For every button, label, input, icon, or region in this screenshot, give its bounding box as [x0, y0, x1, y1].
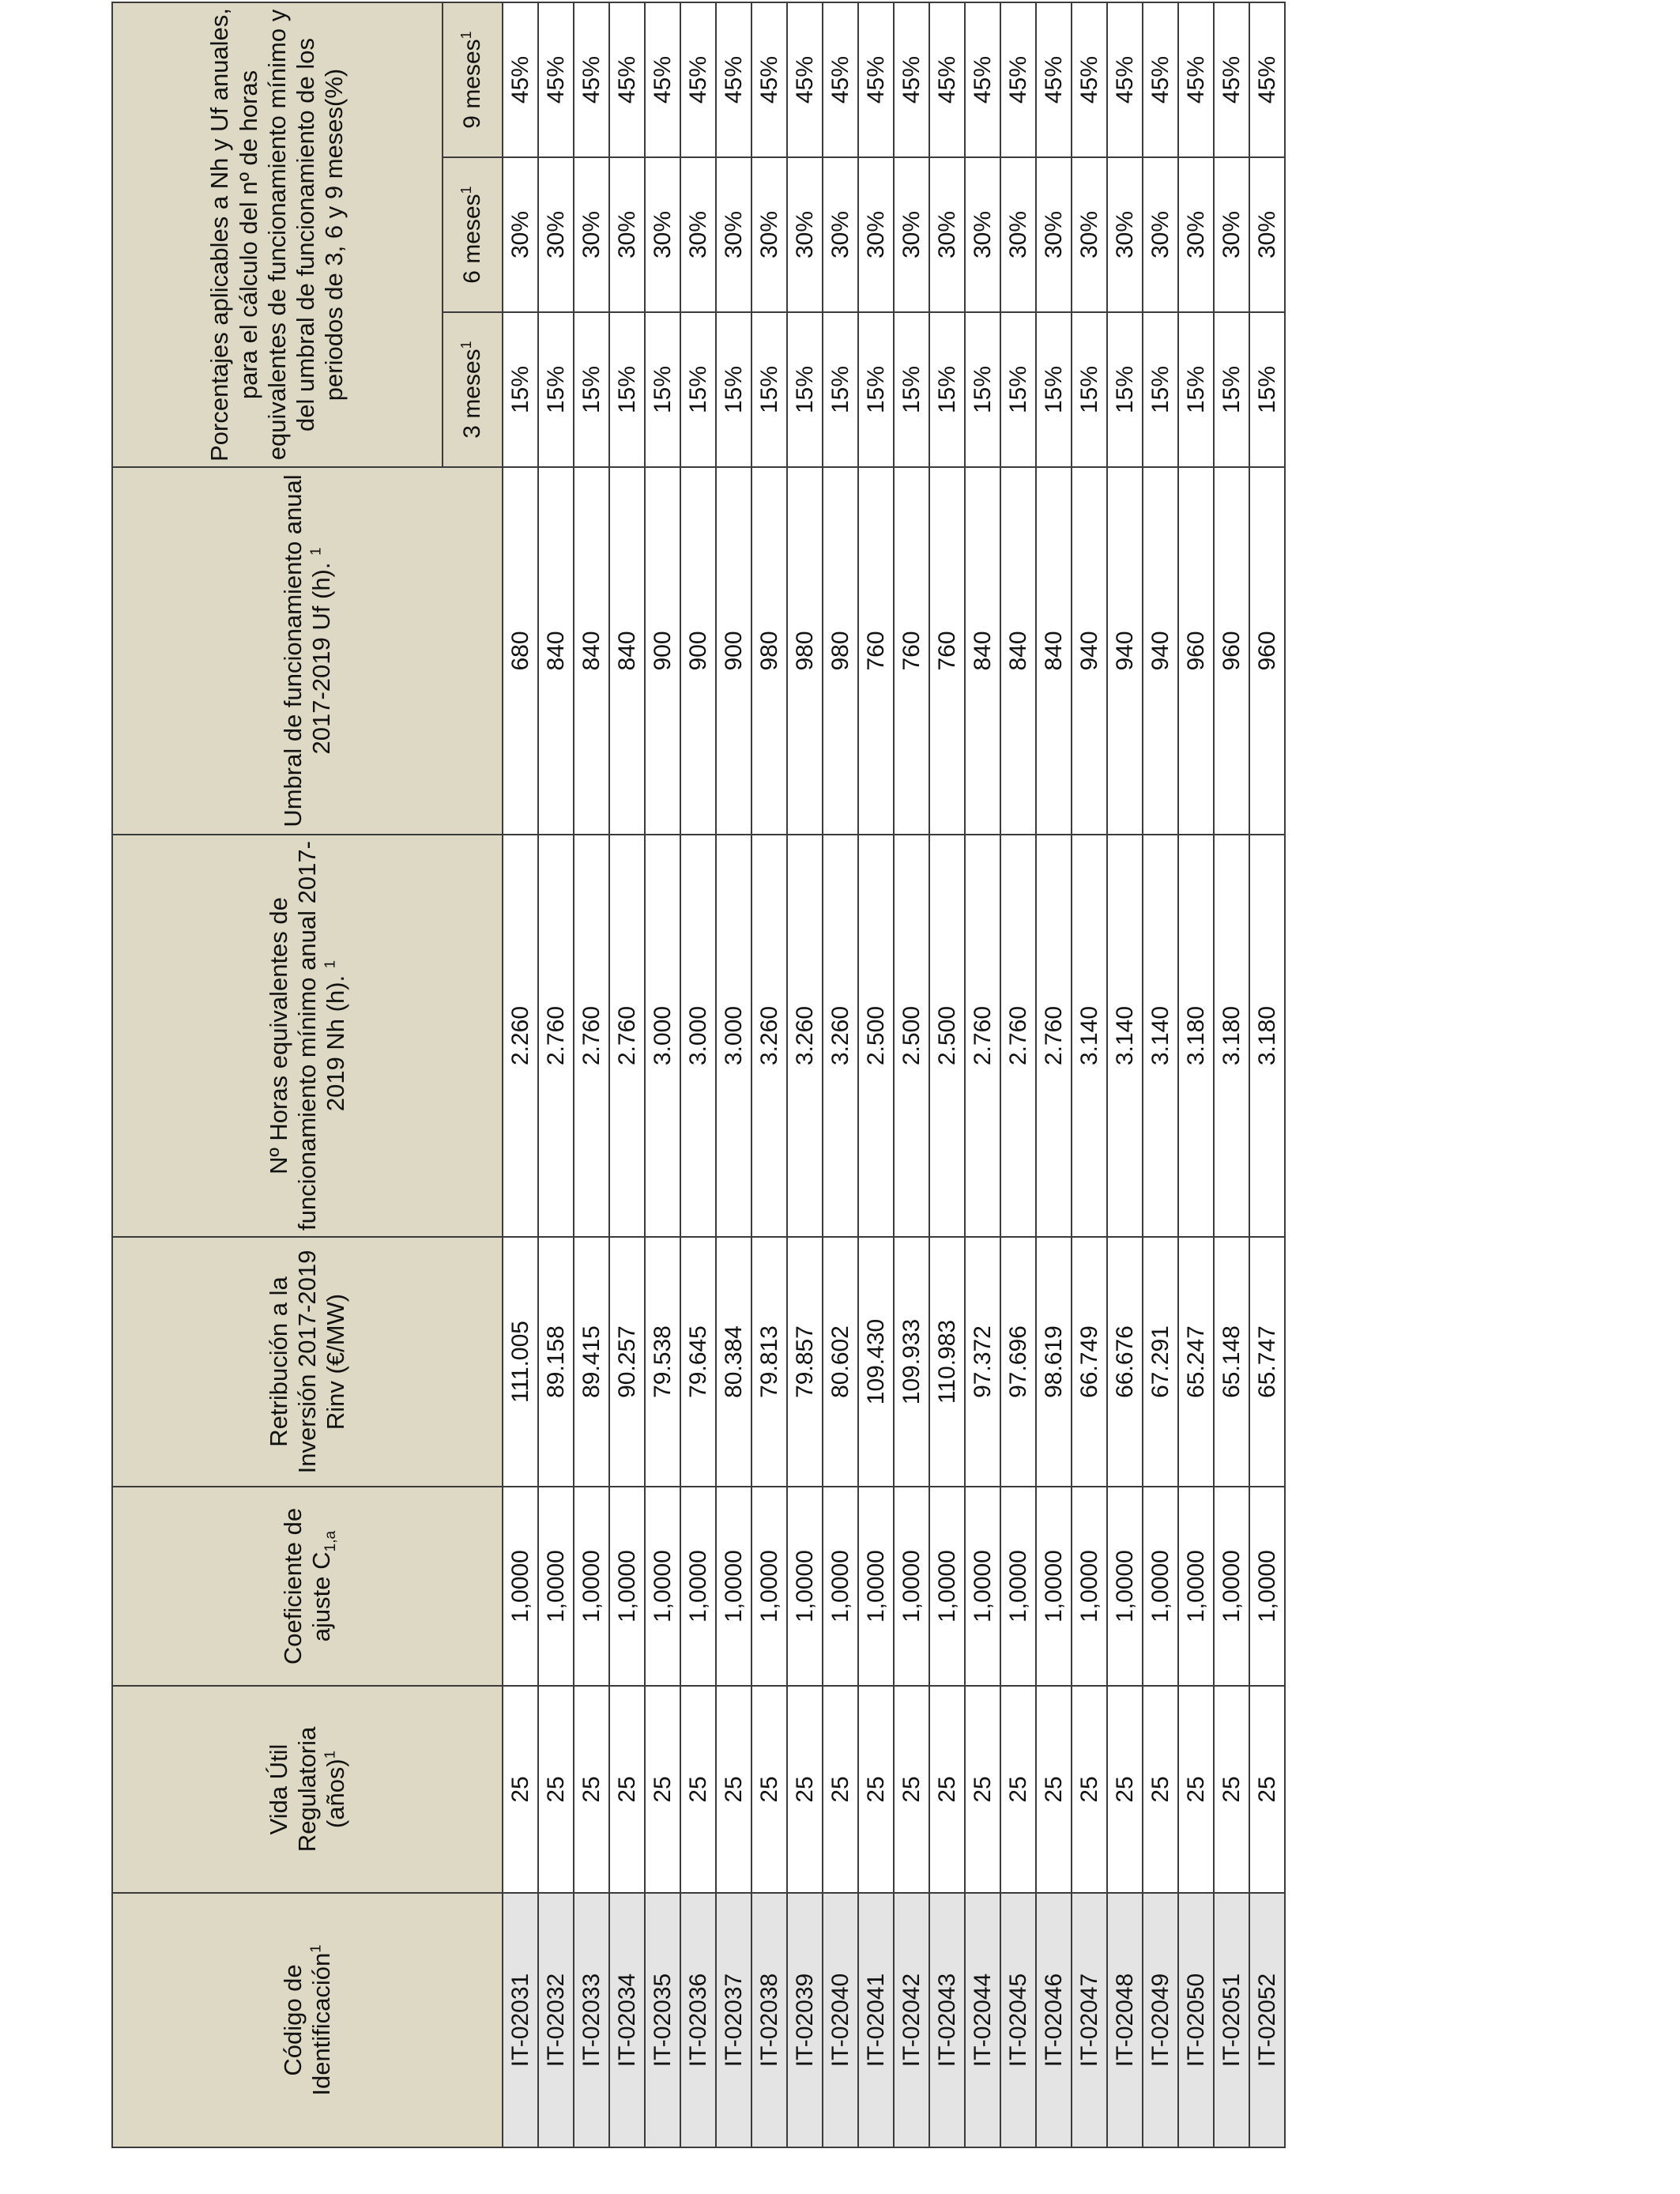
cell-porcentaje-6-meses: 30%: [1036, 157, 1072, 312]
cell-vida-util: 25: [1143, 1686, 1178, 1893]
cell-horas-equivalentes: 3.180: [1249, 835, 1285, 1237]
header-6-meses: 6 meses$^1$: [443, 157, 503, 312]
cell-codigo: IT-02045: [1000, 1893, 1036, 2147]
cell-umbral: 840: [538, 467, 574, 835]
cell-vida-util: 25: [1000, 1686, 1036, 1893]
cell-coeficiente: 1,0000: [1107, 1487, 1143, 1686]
cell-retribucion: 66.749: [1072, 1237, 1107, 1487]
cell-vida-util: 25: [538, 1686, 574, 1893]
cell-retribucion: 109.933: [894, 1237, 929, 1487]
cell-horas-equivalentes: 2.760: [1000, 835, 1036, 1237]
cell-porcentaje-9-meses: 45%: [1036, 2, 1072, 157]
cell-coeficiente: 1,0000: [1214, 1487, 1249, 1686]
header-retribucion: Retribución a la Inversión 2017-2019 Rinv (€/MW): [112, 1237, 503, 1487]
table-row: [1214, 2, 1249, 2147]
table-row: [1036, 2, 1072, 2147]
cell-porcentaje-6-meses: 30%: [823, 157, 858, 312]
cell-coeficiente: 1,0000: [503, 1487, 538, 1686]
cell-porcentaje-9-meses: 45%: [751, 2, 787, 157]
cell-codigo: IT-02039: [787, 1893, 823, 2147]
cell-horas-equivalentes: 3.140: [1072, 835, 1107, 1237]
cell-porcentaje-6-meses: 30%: [645, 157, 680, 312]
cell-porcentaje-9-meses: 45%: [538, 2, 574, 157]
table-row: [503, 2, 538, 2147]
cell-porcentaje-6-meses: 30%: [894, 157, 929, 312]
cell-umbral: 760: [929, 467, 965, 835]
cell-codigo: IT-02040: [823, 1893, 858, 2147]
table-row: [965, 2, 1000, 2147]
cell-umbral: 940: [1072, 467, 1107, 835]
cell-porcentaje-6-meses: 30%: [680, 157, 716, 312]
cell-porcentaje-9-meses: 45%: [823, 2, 858, 157]
cell-codigo: IT-02035: [645, 1893, 680, 2147]
cell-codigo: IT-02050: [1178, 1893, 1214, 2147]
table-body: [503, 2, 1285, 2147]
cell-porcentaje-6-meses: 30%: [503, 157, 538, 312]
cell-porcentaje-3-meses: 15%: [858, 312, 894, 467]
header-coeficiente: Coeficiente de ajuste $C_{1,a}$: [112, 1487, 503, 1686]
cell-umbral: 940: [1143, 467, 1178, 835]
table-row: [1178, 2, 1214, 2147]
table-row: [645, 2, 680, 2147]
cell-umbral: 900: [716, 467, 751, 835]
cell-codigo: IT-02046: [1036, 1893, 1072, 2147]
table-row: [894, 2, 929, 2147]
cell-umbral: 980: [823, 467, 858, 835]
cell-horas-equivalentes: 3.260: [823, 835, 858, 1237]
cell-porcentaje-6-meses: 30%: [1178, 157, 1214, 312]
cell-codigo: IT-02042: [894, 1893, 929, 2147]
cell-retribucion: 89.158: [538, 1237, 574, 1487]
header-horas-equivalentes: Nº Horas equivalentes de funcionamiento mínimo anual 2017-2019 Nh (h). $^1$: [112, 835, 503, 1237]
cell-coeficiente: 1,0000: [574, 1487, 609, 1686]
cell-vida-util: 25: [823, 1686, 858, 1893]
cell-porcentaje-3-meses: 15%: [1036, 312, 1072, 467]
cell-coeficiente: 1,0000: [751, 1487, 787, 1686]
cell-vida-util: 25: [1036, 1686, 1072, 1893]
remuneration-table: [111, 2, 1286, 2148]
header-umbral: Umbral de funcionamiento anual 2017-2019 Uf (h). $^1$: [112, 467, 503, 835]
cell-retribucion: 79.645: [680, 1237, 716, 1487]
cell-codigo: IT-02044: [965, 1893, 1000, 2147]
cell-porcentaje-3-meses: 15%: [929, 312, 965, 467]
cell-vida-util: 25: [1214, 1686, 1249, 1893]
header-9-meses: 9 meses$^1$: [443, 2, 503, 157]
cell-horas-equivalentes: 3.180: [1214, 835, 1249, 1237]
cell-codigo: IT-02047: [1072, 1893, 1107, 2147]
cell-coeficiente: 1,0000: [1072, 1487, 1107, 1686]
cell-porcentaje-9-meses: 45%: [609, 2, 645, 157]
cell-coeficiente: 1,0000: [1249, 1487, 1285, 1686]
cell-horas-equivalentes: 3.180: [1178, 835, 1214, 1237]
cell-coeficiente: 1,0000: [1178, 1487, 1214, 1686]
cell-retribucion: 109.430: [858, 1237, 894, 1487]
cell-porcentaje-3-meses: 15%: [1249, 312, 1285, 467]
header-porcentajes: Porcentajes aplicables a Nh y Uf anuales, para el cálculo del nº de horas equivalentes de funcionamiento mínimo y del umbral de funcionamiento de los periodos de 3, 6 y 9 meses(%): [112, 2, 443, 467]
cell-coeficiente: 1,0000: [929, 1487, 965, 1686]
table-row: [680, 2, 716, 2147]
cell-coeficiente: 1,0000: [894, 1487, 929, 1686]
cell-porcentaje-6-meses: 30%: [1214, 157, 1249, 312]
table-row: [716, 2, 751, 2147]
cell-vida-util: 25: [503, 1686, 538, 1893]
cell-coeficiente: 1,0000: [787, 1487, 823, 1686]
cell-retribucion: 67.291: [1143, 1237, 1178, 1487]
cell-horas-equivalentes: 3.140: [1107, 835, 1143, 1237]
cell-umbral: 760: [894, 467, 929, 835]
cell-porcentaje-6-meses: 30%: [574, 157, 609, 312]
cell-horas-equivalentes: 3.000: [680, 835, 716, 1237]
cell-vida-util: 25: [894, 1686, 929, 1893]
cell-umbral: 840: [1036, 467, 1072, 835]
cell-retribucion: 80.602: [823, 1237, 858, 1487]
cell-vida-util: 25: [965, 1686, 1000, 1893]
cell-porcentaje-3-meses: 15%: [1178, 312, 1214, 467]
cell-porcentaje-3-meses: 15%: [538, 312, 574, 467]
cell-vida-util: 25: [1249, 1686, 1285, 1893]
cell-vida-util: 25: [1072, 1686, 1107, 1893]
cell-porcentaje-3-meses: 15%: [894, 312, 929, 467]
cell-porcentaje-3-meses: 15%: [965, 312, 1000, 467]
cell-umbral: 940: [1107, 467, 1143, 835]
cell-vida-util: 25: [716, 1686, 751, 1893]
cell-retribucion: 66.676: [1107, 1237, 1143, 1487]
header-vida-util: Vida Útil Regulatoria (años)$^1$: [112, 1686, 503, 1893]
cell-horas-equivalentes: 3.140: [1143, 835, 1178, 1237]
cell-coeficiente: 1,0000: [680, 1487, 716, 1686]
cell-horas-equivalentes: 3.000: [645, 835, 680, 1237]
table-row: [1000, 2, 1036, 2147]
table-row: [1249, 2, 1285, 2147]
cell-coeficiente: 1,0000: [1143, 1487, 1178, 1686]
cell-porcentaje-9-meses: 45%: [929, 2, 965, 157]
cell-umbral: 840: [609, 467, 645, 835]
cell-codigo: IT-02036: [680, 1893, 716, 2147]
cell-porcentaje-9-meses: 45%: [1178, 2, 1214, 157]
cell-porcentaje-6-meses: 30%: [609, 157, 645, 312]
cell-umbral: 960: [1178, 467, 1214, 835]
table-row: [751, 2, 787, 2147]
cell-coeficiente: 1,0000: [538, 1487, 574, 1686]
cell-porcentaje-3-meses: 15%: [1072, 312, 1107, 467]
cell-codigo: IT-02032: [538, 1893, 574, 2147]
cell-horas-equivalentes: 2.760: [538, 835, 574, 1237]
cell-porcentaje-9-meses: 45%: [787, 2, 823, 157]
cell-porcentaje-6-meses: 30%: [1143, 157, 1178, 312]
cell-porcentaje-3-meses: 15%: [680, 312, 716, 467]
cell-horas-equivalentes: 2.760: [965, 835, 1000, 1237]
cell-horas-equivalentes: 2.760: [1036, 835, 1072, 1237]
cell-retribucion: 98.619: [1036, 1237, 1072, 1487]
cell-porcentaje-3-meses: 15%: [1143, 312, 1178, 467]
cell-retribucion: 97.696: [1000, 1237, 1036, 1487]
cell-umbral: 980: [751, 467, 787, 835]
rotated-page: [111, 3, 1286, 2148]
cell-umbral: 680: [503, 467, 538, 835]
cell-porcentaje-6-meses: 30%: [1107, 157, 1143, 312]
cell-porcentaje-3-meses: 15%: [609, 312, 645, 467]
cell-codigo: IT-02031: [503, 1893, 538, 2147]
cell-retribucion: 80.384: [716, 1237, 751, 1487]
cell-coeficiente: 1,0000: [609, 1487, 645, 1686]
cell-porcentaje-9-meses: 45%: [1000, 2, 1036, 157]
table-row: [858, 2, 894, 2147]
cell-porcentaje-9-meses: 45%: [1072, 2, 1107, 157]
table-row: [929, 2, 965, 2147]
cell-porcentaje-9-meses: 45%: [1214, 2, 1249, 157]
cell-umbral: 840: [1000, 467, 1036, 835]
cell-horas-equivalentes: 2.760: [574, 835, 609, 1237]
cell-retribucion: 79.857: [787, 1237, 823, 1487]
cell-horas-equivalentes: 2.260: [503, 835, 538, 1237]
cell-retribucion: 65.747: [1249, 1237, 1285, 1487]
cell-codigo: IT-02034: [609, 1893, 645, 2147]
cell-porcentaje-9-meses: 45%: [894, 2, 929, 157]
cell-porcentaje-9-meses: 45%: [716, 2, 751, 157]
cell-vida-util: 25: [787, 1686, 823, 1893]
cell-umbral: 900: [645, 467, 680, 835]
cell-vida-util: 25: [929, 1686, 965, 1893]
cell-retribucion: 65.247: [1178, 1237, 1214, 1487]
table-row: [823, 2, 858, 2147]
cell-vida-util: 25: [609, 1686, 645, 1893]
cell-retribucion: 97.372: [965, 1237, 1000, 1487]
cell-vida-util: 25: [858, 1686, 894, 1893]
cell-vida-util: 25: [1107, 1686, 1143, 1893]
cell-porcentaje-3-meses: 15%: [1107, 312, 1143, 467]
table-row: [1143, 2, 1178, 2147]
cell-porcentaje-9-meses: 45%: [1143, 2, 1178, 157]
cell-porcentaje-6-meses: 30%: [1072, 157, 1107, 312]
cell-retribucion: 79.538: [645, 1237, 680, 1487]
cell-porcentaje-6-meses: 30%: [751, 157, 787, 312]
table-row: [1107, 2, 1143, 2147]
cell-porcentaje-9-meses: 45%: [645, 2, 680, 157]
cell-porcentaje-3-meses: 15%: [787, 312, 823, 467]
cell-retribucion: 111.005: [503, 1237, 538, 1487]
cell-horas-equivalentes: 2.500: [894, 835, 929, 1237]
cell-umbral: 840: [574, 467, 609, 835]
cell-porcentaje-3-meses: 15%: [645, 312, 680, 467]
cell-codigo: IT-02037: [716, 1893, 751, 2147]
cell-horas-equivalentes: 3.260: [751, 835, 787, 1237]
cell-retribucion: 89.415: [574, 1237, 609, 1487]
cell-umbral: 840: [965, 467, 1000, 835]
cell-codigo: IT-02043: [929, 1893, 965, 2147]
cell-coeficiente: 1,0000: [823, 1487, 858, 1686]
table-header: [112, 2, 503, 2147]
cell-porcentaje-6-meses: 30%: [716, 157, 751, 312]
cell-porcentaje-3-meses: 15%: [716, 312, 751, 467]
cell-porcentaje-6-meses: 30%: [1000, 157, 1036, 312]
cell-retribucion: 110.983: [929, 1237, 965, 1487]
cell-vida-util: 25: [751, 1686, 787, 1893]
cell-porcentaje-9-meses: 45%: [1107, 2, 1143, 157]
cell-coeficiente: 1,0000: [858, 1487, 894, 1686]
cell-horas-equivalentes: 2.760: [609, 835, 645, 1237]
cell-umbral: 900: [680, 467, 716, 835]
cell-codigo: IT-02051: [1214, 1893, 1249, 2147]
table-row: [609, 2, 645, 2147]
cell-codigo: IT-02038: [751, 1893, 787, 2147]
cell-porcentaje-6-meses: 30%: [538, 157, 574, 312]
cell-coeficiente: 1,0000: [1000, 1487, 1036, 1686]
table-row: [574, 2, 609, 2147]
cell-horas-equivalentes: 2.500: [929, 835, 965, 1237]
cell-codigo: IT-02049: [1143, 1893, 1178, 2147]
cell-retribucion: 65.148: [1214, 1237, 1249, 1487]
cell-vida-util: 25: [645, 1686, 680, 1893]
cell-porcentaje-9-meses: 45%: [680, 2, 716, 157]
cell-umbral: 960: [1214, 467, 1249, 835]
cell-porcentaje-6-meses: 30%: [929, 157, 965, 312]
cell-coeficiente: 1,0000: [965, 1487, 1000, 1686]
cell-porcentaje-6-meses: 30%: [858, 157, 894, 312]
cell-horas-equivalentes: 2.500: [858, 835, 894, 1237]
cell-porcentaje-6-meses: 30%: [965, 157, 1000, 312]
cell-vida-util: 25: [680, 1686, 716, 1893]
cell-retribucion: 90.257: [609, 1237, 645, 1487]
cell-coeficiente: 1,0000: [1036, 1487, 1072, 1686]
cell-vida-util: 25: [574, 1686, 609, 1893]
cell-porcentaje-3-meses: 15%: [823, 312, 858, 467]
header-3-meses: 3 meses$^1$: [443, 312, 503, 467]
cell-horas-equivalentes: 3.000: [716, 835, 751, 1237]
cell-porcentaje-3-meses: 15%: [1000, 312, 1036, 467]
cell-codigo: IT-02052: [1249, 1893, 1285, 2147]
table-row: [1072, 2, 1107, 2147]
cell-porcentaje-3-meses: 15%: [751, 312, 787, 467]
cell-porcentaje-3-meses: 15%: [574, 312, 609, 467]
table-row: [538, 2, 574, 2147]
cell-umbral: 760: [858, 467, 894, 835]
cell-horas-equivalentes: 3.260: [787, 835, 823, 1237]
cell-porcentaje-9-meses: 45%: [574, 2, 609, 157]
cell-porcentaje-9-meses: 45%: [1249, 2, 1285, 157]
cell-vida-util: 25: [1178, 1686, 1214, 1893]
cell-porcentaje-3-meses: 15%: [503, 312, 538, 467]
cell-codigo: IT-02041: [858, 1893, 894, 2147]
cell-porcentaje-9-meses: 45%: [858, 2, 894, 157]
cell-porcentaje-6-meses: 30%: [787, 157, 823, 312]
cell-coeficiente: 1,0000: [645, 1487, 680, 1686]
cell-porcentaje-9-meses: 45%: [503, 2, 538, 157]
header-codigo: Código de Identificación$^1$: [112, 1893, 503, 2147]
cell-retribucion: 79.813: [751, 1237, 787, 1487]
cell-umbral: 980: [787, 467, 823, 835]
cell-coeficiente: 1,0000: [716, 1487, 751, 1686]
cell-porcentaje-9-meses: 45%: [965, 2, 1000, 157]
cell-porcentaje-6-meses: 30%: [1249, 157, 1285, 312]
cell-porcentaje-3-meses: 15%: [1214, 312, 1249, 467]
table-row: [787, 2, 823, 2147]
cell-umbral: 960: [1249, 467, 1285, 835]
cell-codigo: IT-02048: [1107, 1893, 1143, 2147]
cell-codigo: IT-02033: [574, 1893, 609, 2147]
